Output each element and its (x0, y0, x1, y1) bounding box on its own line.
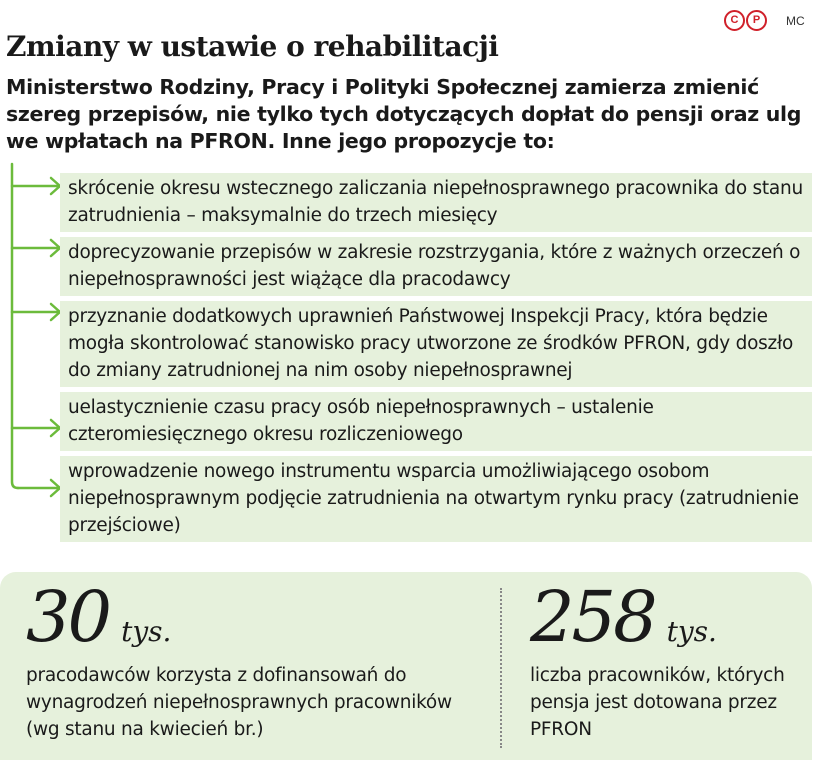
page-title: Zmiany w ustawie o rehabilitacji (6, 30, 499, 63)
stat-description: pracodawców korzysta z dofinansowań do wynagrodzeń niepełnosprawnych pracowników (wg stanu na kwiecień br.) (26, 665, 452, 740)
stat-workers (530, 578, 800, 743)
tree-trunk (12, 164, 18, 488)
branch-5 (18, 480, 60, 496)
stat-figure (530, 578, 800, 656)
stat-unit: tys. (666, 615, 717, 648)
list-item: przyznanie dodatkowych uprawnień Państwowej Inspekcji Pracy, która będzie mogła skontrolować stanowisko pracy utworzone ze środków PFRON, gdy doszło do zmiany zatrudnionej na nim osoby niepełnosprawnej (60, 301, 812, 387)
proposal-list (60, 173, 812, 547)
stat-value: 258 (530, 576, 655, 658)
intro-text: Ministerstwo Rodziny, Pracy i Polityki Społecznej zamierza zmienić szereg przepisów, nie tylko tych dotyczących dopłat do pensji oraz ulg we wpłatach na PFRON. Inne jego propozycje to: (6, 75, 802, 153)
stats-divider (500, 588, 502, 748)
stat-description: liczba pracowników, których pensja jest dotowana przez PFRON (530, 665, 785, 740)
publisher-logo (724, 10, 767, 31)
list-item: skrócenie okresu wstecznego zaliczania niepełnosprawnego pracownika do stanu zatrudnienia – maksymalnie do trzech miesięcy (60, 173, 812, 232)
stats-panel (0, 572, 812, 760)
list-item: uelastycznienie czasu pracy osób niepełnosprawnych – ustalenie czteromiesięcznego okresu rozliczeniowego (60, 392, 812, 451)
author-initials: MC (786, 14, 805, 28)
logo-letter-c: C (724, 10, 745, 31)
branch-4 (12, 420, 60, 436)
list-item: doprecyzowanie przepisów w zakresie rozstrzygania, które z ważnych orzeczeń o niepełnosprawności jest wiążące dla pracodawcy (60, 237, 812, 296)
stat-figure (26, 578, 476, 656)
branch-1 (12, 178, 60, 194)
list-item: wprowadzenie nowego instrumentu wsparcia umożliwiającego osobom niepełnosprawnym podjęcie zatrudnienia na otwartym rynku pracy (zatrudnienie przejściowe) (60, 456, 812, 542)
stat-value: 30 (26, 576, 110, 658)
stat-unit: tys. (121, 615, 172, 648)
logo-letter-p: P (746, 10, 767, 31)
branch-2 (12, 240, 60, 256)
branch-3 (12, 304, 60, 320)
stat-employers (26, 578, 476, 743)
